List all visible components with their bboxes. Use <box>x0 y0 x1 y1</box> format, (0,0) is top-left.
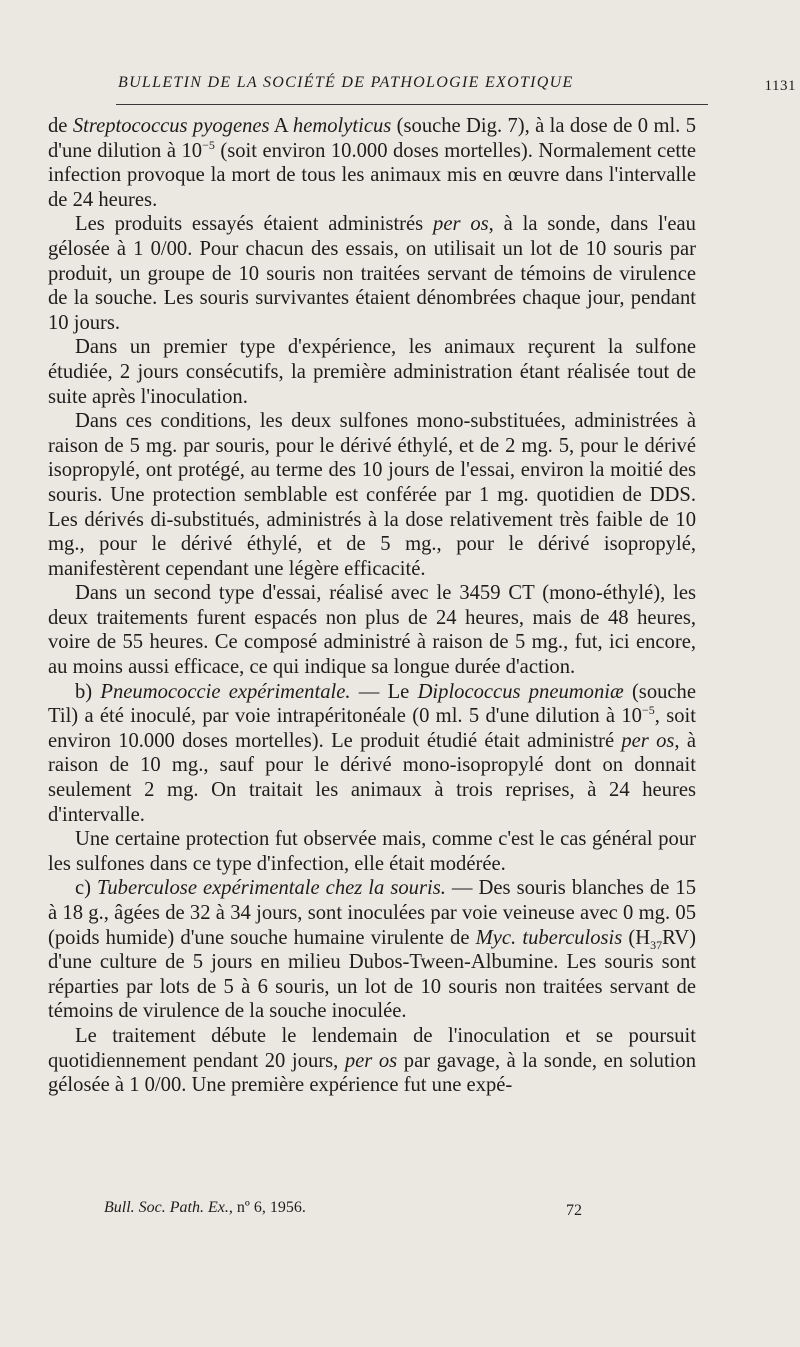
italic-run: Pneumococcie expérimentale. <box>100 680 351 703</box>
italic-run: hemolyticus <box>292 115 392 137</box>
text-run: Une certaine protection fut observée mais, comme c'est le cas général pour les sulfones dans ce type d'infection, elle était modérée. <box>48 828 696 875</box>
text-run: (H <box>622 926 651 949</box>
citation-issue: , nº 6, 1956. <box>228 1199 306 1216</box>
italic-run: per os <box>621 729 675 752</box>
paragraph <box>48 680 696 828</box>
body-text <box>48 114 696 1098</box>
text-run: (souche Til) a été inoculé, par voie intrapéritonéale (0 ml. 5 d'une dilution à 10 <box>48 680 696 728</box>
text-run: , à la sonde, dans l'eau gélosée à 1 0/00. Pour chacun des essais, on utilisait un lot de 10 souris par produit, un groupe de 10 souris non traitées servant de témoins de virulence de la souche. Les souris survivantes étaient dénombrées chaque jour, pendant 10 jours. <box>48 213 696 334</box>
italic-run: per os <box>433 213 489 236</box>
header-rule <box>116 104 708 105</box>
paragraph <box>48 114 696 212</box>
text-run: par gavage, à la sonde, en solution gélosée à 1 0/00. Une première expérience fut une expé- <box>48 1049 696 1097</box>
text-run: , soit environ 10.000 doses mortelles). Le produit étudié était administré <box>48 705 696 752</box>
superscript: −5 <box>641 703 655 718</box>
signature-number: 72 <box>566 1202 582 1219</box>
italic-run: Streptococcus pyogenes <box>72 115 270 137</box>
journal-citation <box>104 1199 306 1217</box>
text-run: Dans ces conditions, les deux sulfones mono-substituées, administrées à raison de 5 mg. par souris, pour le dérivé éthylé, et de 2 mg. 5, pour le dérivé isopropylé, ont protégé, au terme des 10 jours de l'essai, environ la moitié des souris. Une protection semblable est conférée par 1 mg. quotidien de DDS. Les dérivés di-substitués, administrés à la dose relativement très faible de 10 mg., pour le dérivé éthylé, et de 5 mg., pour le dérivé isopropylé, manifestèrent cependant une légère efficacité. <box>48 410 696 580</box>
paragraph <box>48 212 696 335</box>
italic-run: Tuberculose expérimentale chez la souris. <box>97 877 446 900</box>
text-run: Les produits essayés étaient administrés <box>75 213 434 236</box>
text-run: A <box>269 115 293 137</box>
paragraph <box>48 409 696 581</box>
text-run: c) <box>75 877 98 900</box>
subscript: 37 <box>650 937 663 952</box>
paragraph <box>48 335 696 409</box>
text-run: — Des souris blanches de 15 à 18 g., âgées de 32 à 34 jours, sont inoculées par voie veineuse avec 0 mg. 05 (poids humide) d'une souche humaine virulente de <box>48 877 696 949</box>
text-run: (soit environ 10.000 doses mortelles). Normalement cette infection provoque la mort de tous les animaux mis en œuvre dans l'intervalle de 24 heures. <box>48 139 696 211</box>
text-run: Dans un second type d'essai, réalisé avec le 3459 CT (mono-éthylé), les deux traitements furent espacés non plus de 24 heures, mais de 48 heures, voire de 55 heures. Ce composé administré à raison de 5 mg., fut, ici encore, au moins aussi efficace, ce qui indique sa longue durée d'action. <box>48 582 696 679</box>
text-run: , à raison de 10 mg., sauf pour le dérivé mono-isopropylé dont on donnait seulement 2 mg. On traitait les animaux à trois reprises, à 24 heures d'intervalle. <box>48 729 696 826</box>
text-run: b) <box>75 680 101 703</box>
page-number: 1131 <box>764 78 796 94</box>
paragraph <box>48 1024 696 1098</box>
paragraph <box>48 876 696 1024</box>
superscript: −5 <box>202 137 215 152</box>
paragraph <box>48 827 696 876</box>
text-run: Le traitement débute le lendemain de l'inoculation et se poursuit quotidiennement pendant 20 jours, <box>48 1024 696 1072</box>
running-header <box>118 74 796 102</box>
text-run: Dans un premier type d'expérience, les animaux reçurent la sulfone étudiée, 2 jours consécutifs, la première administration étant réalisée tout de suite après l'inoculation. <box>48 336 696 408</box>
paragraph <box>48 581 696 679</box>
text-run: RV) d'une culture de 5 jours en milieu Dubos-Tween-Albumine. Les souris sont réparties par lots de 5 à 6 souris, un lot de 10 souris non traitées servant de témoins de virulence de la souche inoculée. <box>48 926 696 1023</box>
italic-run: per os <box>344 1049 398 1072</box>
italic-run: Myc. tuberculosis <box>475 926 623 949</box>
journal-title: BULLETIN DE LA SOCIÉTÉ DE PATHOLOGIE EXOTIQUE <box>118 74 574 91</box>
italic-run: Diplococcus pneumoniæ <box>417 680 624 703</box>
citation-journal-abbrev: Bull. Soc. Path. Ex. <box>104 1199 229 1216</box>
text-run: de <box>48 115 73 137</box>
text-run: — Le <box>350 680 418 703</box>
text-run: (souche Dig. 7), à la dose de 0 ml. 5 d'une dilution à 10 <box>48 115 696 162</box>
